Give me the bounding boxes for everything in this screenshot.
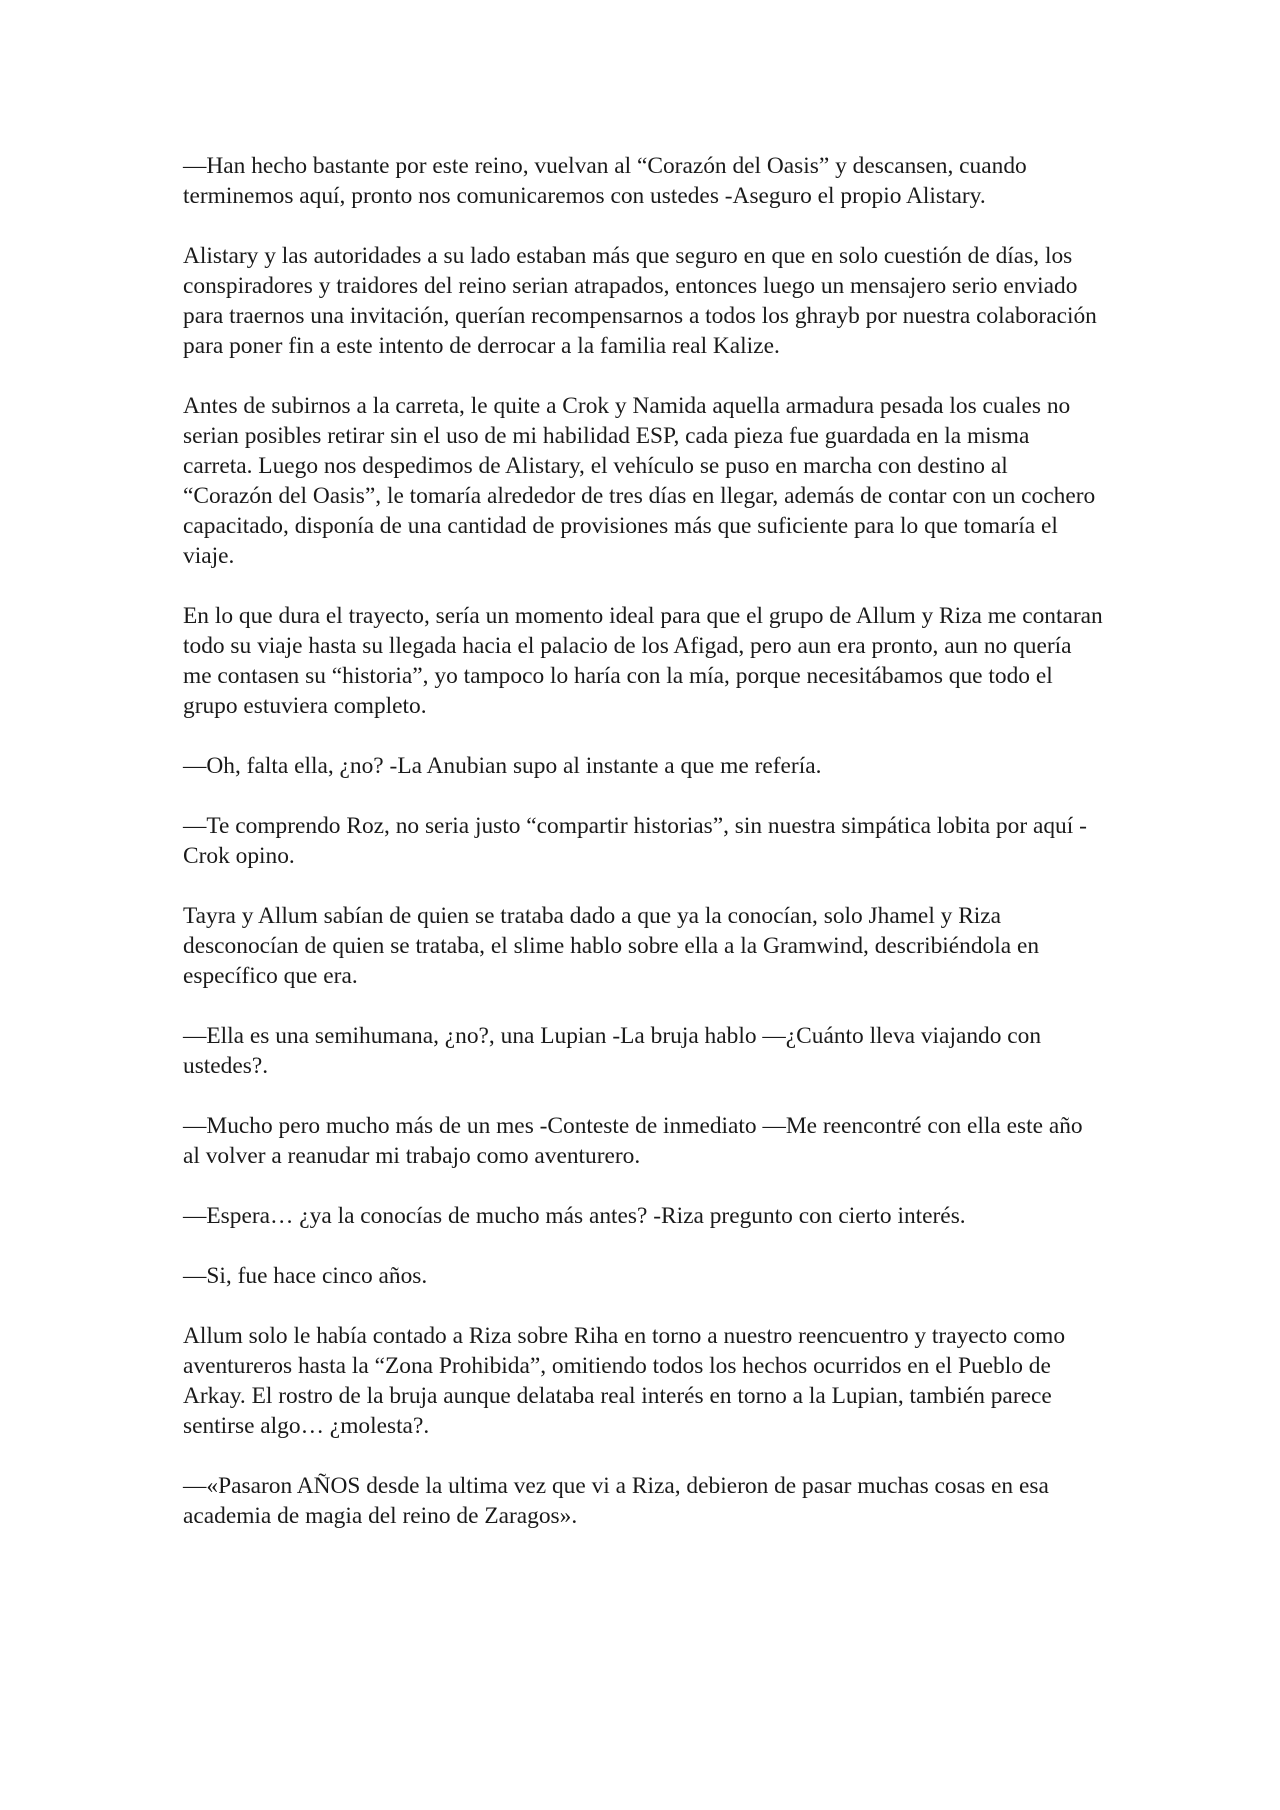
paragraph: Allum solo le había contado a Riza sobre Riha en torno a nuestro reencuentro y trayecto como aventureros hasta la “Zona Prohibida”, omitiendo todos los hechos ocurridos en el Pueblo de Arkay. El rostro de la bruja aunque delataba real interés en torno a la Lupian, también parece sentirse algo… ¿molesta?. [183, 1323, 1066, 1439]
paragraph: —Te comprendo Roz, no seria justo “compartir historias”, sin nuestra simpática lobita por aquí -Crok opino. [183, 813, 1087, 869]
paragraph: —Ella es una semihumana, ¿no?, una Lupian -La bruja hablo —¿Cuánto lleva viajando con ustedes?. [183, 1023, 1042, 1079]
paragraph: Alistary y las autoridades a su lado estaban más que seguro en que en solo cuestión de días, los conspiradores y traidores del reino serian atrapados, entonces luego un mensajero serio enviado para traernos una invitación, querían recompensarnos a todos los ghrayb por nuestra colaboración para poner fin a este intento de derrocar a la familia real Kalize. [183, 243, 1097, 359]
paragraph: —Si, fue hace cinco años. [183, 1263, 428, 1289]
document-body [183, 151, 1103, 1561]
paragraph: Antes de subirnos a la carreta, le quite a Crok y Namida aquella armadura pesada los cuales no serian posibles retirar sin el uso de mi habilidad ESP, cada pieza fue guardada en la misma carreta. Luego nos despedimos de Alistary, el vehículo se puso en marcha con destino al “Corazón del Oasis”, le tomaría alrededor de tres días en llegar, además de contar con un cochero capacitado, disponía de una cantidad de provisiones más que suficiente para lo que tomaría el viaje. [183, 393, 1096, 569]
paragraph: —Mucho pero mucho más de un mes -Conteste de inmediato —Me reencontré con ella este año al volver a reanudar mi trabajo como aventurero. [183, 1113, 1083, 1169]
paragraph: —Han hecho bastante por este reino, vuelvan al “Corazón del Oasis” y descansen, cuando terminemos aquí, pronto nos comunicaremos con ustedes -Aseguro el propio Alistary. [183, 153, 1027, 209]
paragraph: En lo que dura el trayecto, sería un momento ideal para que el grupo de Allum y Riza me contaran todo su viaje hasta su llegada hacia el palacio de los Afigad, pero aun era pronto, aun no quería me contasen su “historia”, yo tampoco lo haría con la mía, porque necesitábamos que todo el grupo estuviera completo. [183, 603, 1103, 719]
paragraph: Tayra y Allum sabían de quien se trataba dado a que ya la conocían, solo Jhamel y Riza desconocían de quien se trataba, el slime hablo sobre ella a la Gramwind, describiéndola en específico que era. [183, 903, 1040, 989]
paragraph: —Oh, falta ella, ¿no? -La Anubian supo al instante a que me refería. [183, 753, 822, 779]
paragraph: —Espera… ¿ya la conocías de mucho más antes? -Riza pregunto con cierto interés. [183, 1203, 966, 1229]
paragraph: —«Pasaron AÑOS desde la ultima vez que vi a Riza, debieron de pasar muchas cosas en esa academia de magia del reino de Zaragos». [183, 1473, 1049, 1529]
